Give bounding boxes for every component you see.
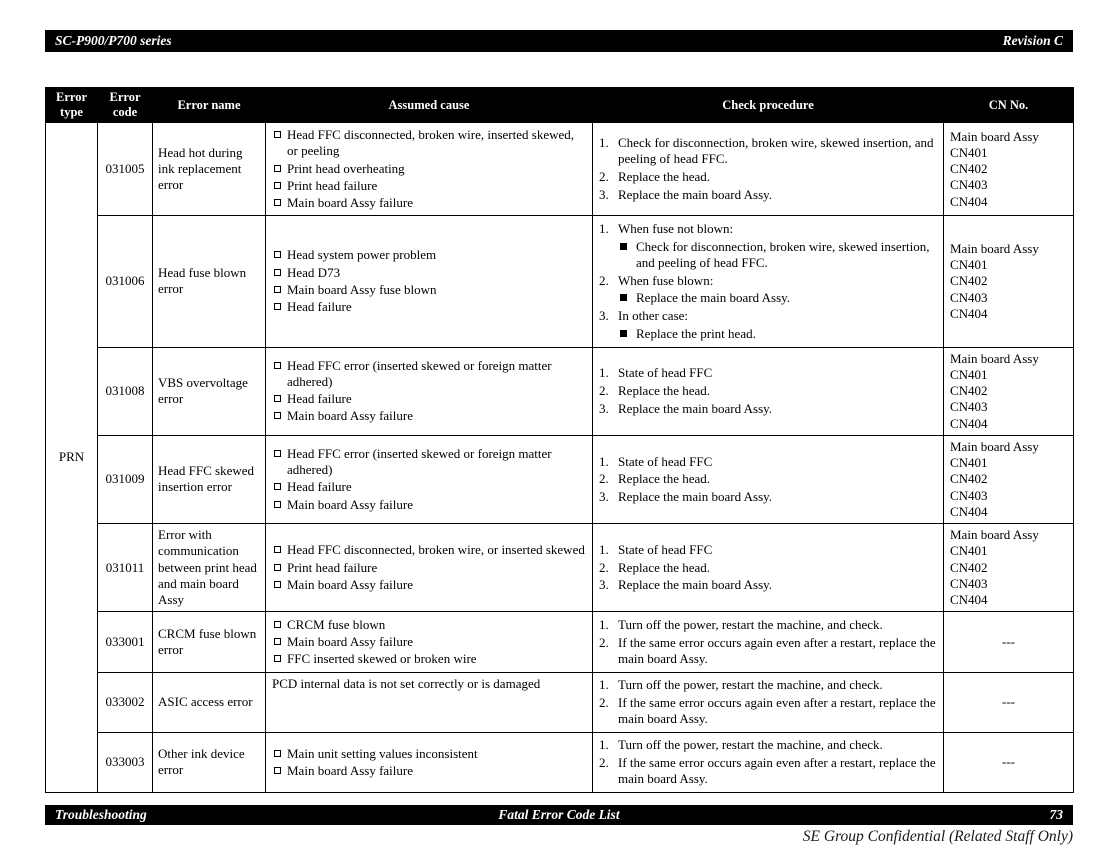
checkbox-icon [274, 450, 281, 457]
check-step-text: Turn off the power, restart the machine, and check. [618, 616, 883, 632]
check-step [599, 617, 937, 633]
cause-item-text: Head system power problem [287, 247, 437, 263]
cause-item-text: Head failure [287, 391, 352, 407]
product-series-title: SC-P900/P700 series [55, 33, 172, 48]
cause-item-text: Head failure [287, 299, 352, 315]
revision-label: Revision C [1002, 33, 1063, 48]
footer-document-title: Fatal Error Code List [498, 807, 620, 822]
check-step [599, 169, 937, 185]
check-step [599, 308, 937, 324]
check-step-text: Replace the head. [618, 471, 711, 487]
cause-item-text: Main board Assy failure [287, 762, 414, 778]
table-row [46, 732, 1074, 792]
footer-page-number: 73 [1049, 807, 1063, 822]
error-code-cell: 033002 [98, 672, 153, 732]
assumed-cause-cell [266, 524, 593, 612]
cn-no-cell [944, 435, 1074, 523]
page-footer-bar [45, 805, 1073, 825]
checkbox-icon [274, 750, 281, 757]
error-code-cell: 031005 [98, 123, 153, 216]
check-step [599, 187, 937, 203]
check-step [599, 695, 937, 728]
check-procedure-cell [593, 216, 944, 347]
check-step-text: In other case: [618, 308, 689, 323]
cn-line: CN403 [950, 177, 988, 193]
cn-line: Main board Assy [950, 350, 1039, 366]
cause-item [272, 479, 586, 495]
check-step-text: When fuse blown: [618, 272, 714, 288]
cn-line: CN401 [950, 144, 988, 160]
cause-text: PCD internal data is not set correctly or is damaged [272, 675, 541, 691]
cause-item-text: Main unit setting values inconsistent [287, 745, 478, 761]
check-step-number: 3. [599, 400, 609, 416]
check-procedure-cell [593, 732, 944, 792]
cause-item-text: Main board Assy failure [287, 633, 414, 649]
error-type-cell: PRN [46, 123, 98, 793]
check-step [599, 471, 937, 487]
checkbox-icon [274, 581, 281, 588]
cause-item-text: Main board Assy failure [287, 408, 414, 424]
checkbox-icon [274, 767, 281, 774]
cause-item-text: Head FFC error (inserted skewed or foreign matter adhered) [287, 445, 552, 478]
check-step [599, 635, 937, 668]
check-step-number: 2. [599, 383, 609, 398]
assumed-cause-cell [266, 347, 593, 435]
check-step-number: 2. [599, 559, 609, 575]
cause-item-text: Main board Assy failure [287, 195, 414, 210]
cause-item-text: Main board Assy fuse blown [287, 281, 437, 297]
black-square-bullet-icon [620, 243, 627, 250]
cause-item [272, 746, 586, 762]
checkbox-icon [274, 251, 281, 258]
error-name-cell: Error with communication between print head and main board Assy [153, 524, 266, 612]
assumed-cause-cell [266, 732, 593, 792]
check-step-number: 1. [599, 220, 609, 236]
column-header-error-type: Error type [46, 88, 98, 123]
check-procedure-cell [593, 347, 944, 435]
check-step-number: 2. [599, 169, 609, 185]
checkbox-icon [274, 564, 281, 571]
check-substep-text: Replace the main board Assy. [636, 290, 791, 306]
cause-item [272, 299, 586, 315]
cn-line: Main board Assy [950, 438, 1039, 454]
assumed-cause-cell [266, 672, 593, 732]
check-step-text: State of head FFC [618, 541, 713, 557]
error-name-cell: VBS overvoltage error [153, 347, 266, 435]
table-row [46, 216, 1074, 347]
error-name-cell: ASIC access error [153, 672, 266, 732]
error-code-cell: 031008 [98, 347, 153, 435]
cause-item-text: Head D73 [287, 264, 341, 280]
check-substep [620, 290, 937, 306]
check-step [599, 755, 937, 788]
cause-item [272, 577, 586, 593]
checkbox-icon [274, 182, 281, 189]
check-step-text: Replace the head. [618, 559, 711, 575]
check-step-text: If the same error occurs again even after a restart, replace the main board Assy. [618, 634, 936, 666]
check-step [599, 401, 937, 417]
check-step-text: When fuse not blown: [618, 220, 734, 236]
cn-line: CN402 [950, 273, 988, 289]
check-step-number: 2. [599, 272, 609, 288]
cause-item-text: Main board Assy failure [287, 576, 414, 592]
cn-no-cell [944, 524, 1074, 612]
check-step-number: 1. [599, 616, 609, 632]
column-header-cn-no: CN No. [944, 88, 1074, 123]
cn-line: CN403 [950, 399, 988, 415]
check-step-text: Turn off the power, restart the machine, and check. [618, 737, 883, 753]
check-step [599, 273, 937, 289]
check-step-number: 1. [599, 365, 609, 381]
table-row [46, 347, 1074, 435]
cn-line: Main board Assy [950, 128, 1039, 144]
cause-item [272, 634, 586, 650]
checkbox-icon [274, 286, 281, 293]
checkbox-icon [274, 269, 281, 276]
black-square-bullet-icon [620, 294, 627, 301]
check-step-text: Replace the main board Assy. [618, 400, 773, 416]
cn-line: CN402 [950, 383, 988, 398]
check-step-text: If the same error occurs again even after a restart, replace the main board Assy. [618, 694, 936, 726]
cause-item [272, 651, 586, 667]
check-substep [620, 326, 937, 342]
check-step [599, 221, 937, 237]
checkbox-icon [274, 395, 281, 402]
assumed-cause-cell [266, 612, 593, 672]
assumed-cause-cell [266, 216, 593, 347]
error-code-cell: 031011 [98, 524, 153, 612]
cn-line: CN404 [950, 592, 988, 607]
table-row [46, 612, 1074, 672]
check-step [599, 542, 937, 558]
check-step-text: Replace the main board Assy. [618, 489, 773, 504]
cn-no-cell [944, 347, 1074, 435]
cause-item-text: Head FFC disconnected, broken wire, inserted skewed, or peeling [287, 127, 575, 159]
check-step-number: 2. [599, 471, 609, 487]
cn-line: --- [1002, 754, 1015, 770]
checkbox-icon [274, 638, 281, 645]
check-substep [620, 239, 937, 272]
checkbox-icon [274, 655, 281, 662]
check-procedure-cell [593, 524, 944, 612]
cause-item [272, 408, 586, 424]
table-header-row [46, 88, 1074, 123]
cause-item [272, 391, 586, 407]
checkbox-icon [274, 621, 281, 628]
check-step-number: 2. [599, 755, 609, 770]
check-substep-text: Check for disconnection, broken wire, skewed insertion, and peeling of head FFC. [636, 238, 930, 270]
check-step [599, 560, 937, 576]
cn-line: CN403 [950, 289, 988, 305]
cn-line: CN401 [950, 543, 988, 559]
check-step [599, 135, 937, 168]
error-code-cell: 031006 [98, 216, 153, 347]
check-step-text: Replace the main board Assy. [618, 577, 773, 593]
check-procedure-cell [593, 612, 944, 672]
check-step [599, 383, 937, 399]
cause-item-text: Print head failure [287, 177, 378, 193]
checkbox-icon [274, 165, 281, 172]
check-step [599, 454, 937, 470]
check-procedure-cell [593, 435, 944, 523]
assumed-cause-cell [266, 123, 593, 216]
table-header [46, 88, 1074, 123]
cn-no-cell [944, 732, 1074, 792]
cause-item [272, 195, 586, 211]
checkbox-icon [274, 131, 281, 138]
check-step-number: 1. [599, 453, 609, 469]
cn-line: CN401 [950, 366, 988, 382]
error-table-body [46, 123, 1074, 793]
column-header-assumed-cause: Assumed cause [266, 88, 593, 123]
check-step [599, 677, 937, 693]
footer-section-label: Troubleshooting [55, 807, 147, 822]
check-step-text: Replace the main board Assy. [618, 186, 773, 202]
error-code-cell: 033003 [98, 732, 153, 792]
cn-line: --- [1002, 633, 1015, 649]
cause-item-text: Head FFC disconnected, broken wire, or inserted skewed [287, 542, 585, 558]
check-step-text: Replace the head. [618, 383, 711, 398]
check-step-text: Replace the head. [618, 169, 711, 185]
check-step [599, 737, 937, 753]
table-row [46, 123, 1074, 216]
cause-item-text: FFC inserted skewed or broken wire [287, 651, 477, 666]
error-name-cell: Other ink device error [153, 732, 266, 792]
checkbox-icon [274, 199, 281, 206]
checkbox-icon [274, 501, 281, 508]
cause-item-text: Print head overheating [287, 160, 405, 176]
cn-no-cell [944, 216, 1074, 347]
cn-line: CN402 [950, 161, 988, 176]
check-step-text: State of head FFC [618, 453, 713, 469]
cause-item-text: CRCM fuse blown [287, 616, 386, 632]
cn-no-cell [944, 612, 1074, 672]
check-step-number: 3. [599, 308, 609, 323]
assumed-cause-cell [266, 435, 593, 523]
check-step-number: 2. [599, 694, 609, 710]
cause-item [272, 265, 586, 281]
cn-line: CN401 [950, 257, 988, 272]
cause-item [272, 497, 586, 513]
cn-no-cell [944, 672, 1074, 732]
cause-item [272, 617, 586, 633]
check-step-text: Check for disconnection, broken wire, skewed insertion, and peeling of head FFC. [618, 135, 934, 167]
check-step-number: 1. [599, 541, 609, 557]
error-name-cell: Head hot during ink replacement error [153, 123, 266, 216]
cn-line: CN404 [950, 305, 988, 321]
column-header-error-name: Error name [153, 88, 266, 123]
cn-line: CN404 [950, 415, 988, 431]
cause-item [272, 282, 586, 298]
checkbox-icon [274, 303, 281, 310]
check-step-number: 1. [599, 677, 609, 692]
cause-item-text: Head failure [287, 479, 352, 495]
check-procedure-cell [593, 672, 944, 732]
cause-item [272, 127, 586, 160]
check-procedure-cell [593, 123, 944, 216]
check-step [599, 577, 937, 593]
error-code-cell: 033001 [98, 612, 153, 672]
cn-line: Main board Assy [950, 240, 1039, 256]
checkbox-icon [274, 483, 281, 490]
check-step-text: Turn off the power, restart the machine, and check. [618, 677, 883, 692]
cn-line: CN404 [950, 193, 988, 209]
cause-item-text: Head FFC error (inserted skewed or foreign matter adhered) [287, 357, 552, 389]
check-step-text: State of head FFC [618, 365, 713, 381]
check-step-number: 3. [599, 489, 609, 504]
cn-line: CN401 [950, 455, 988, 470]
column-header-error-code: Error code [98, 88, 153, 123]
check-step-text: If the same error occurs again even after a restart, replace the main board Assy. [618, 755, 936, 787]
checkbox-icon [274, 362, 281, 369]
cn-line: Main board Assy [950, 527, 1039, 542]
check-step-number: 3. [599, 186, 609, 202]
cause-item-text: Main board Assy failure [287, 496, 414, 512]
cn-line: CN402 [950, 559, 988, 575]
error-name-cell: CRCM fuse blown error [153, 612, 266, 672]
cn-line: CN402 [950, 471, 988, 487]
error-name-cell: Head FFC skewed insertion error [153, 435, 266, 523]
check-step-number: 1. [599, 135, 609, 151]
error-name-cell: Head fuse blown error [153, 216, 266, 347]
checkbox-icon [274, 546, 281, 553]
check-step [599, 365, 937, 381]
check-step-number: 3. [599, 577, 609, 593]
fatal-error-code-table [45, 87, 1074, 793]
cause-item [272, 358, 586, 391]
confidential-notice: SE Group Confidential (Related Staff Only) [802, 828, 1073, 845]
cn-no-cell [944, 123, 1074, 216]
table-row [46, 672, 1074, 732]
cause-item [272, 560, 586, 576]
cause-item [272, 178, 586, 194]
cause-item [272, 542, 586, 558]
check-step-number: 1. [599, 737, 609, 753]
check-step [599, 489, 937, 505]
page-header-bar [45, 30, 1073, 52]
error-code-cell: 031009 [98, 435, 153, 523]
table-row [46, 435, 1074, 523]
cn-line: CN404 [950, 503, 988, 519]
cn-line: --- [1002, 694, 1015, 709]
cause-item [272, 763, 586, 779]
cn-line: CN403 [950, 575, 988, 591]
cn-line: CN403 [950, 487, 988, 503]
checkbox-icon [274, 412, 281, 419]
column-header-check-procedure: Check procedure [593, 88, 944, 123]
cause-item [272, 446, 586, 479]
check-step-number: 2. [599, 634, 609, 650]
table-row [46, 524, 1074, 612]
black-square-bullet-icon [620, 330, 627, 337]
cause-item [272, 247, 586, 263]
cause-item-text: Print head failure [287, 559, 378, 575]
check-substep-text: Replace the print head. [636, 325, 756, 341]
cause-item [272, 161, 586, 177]
